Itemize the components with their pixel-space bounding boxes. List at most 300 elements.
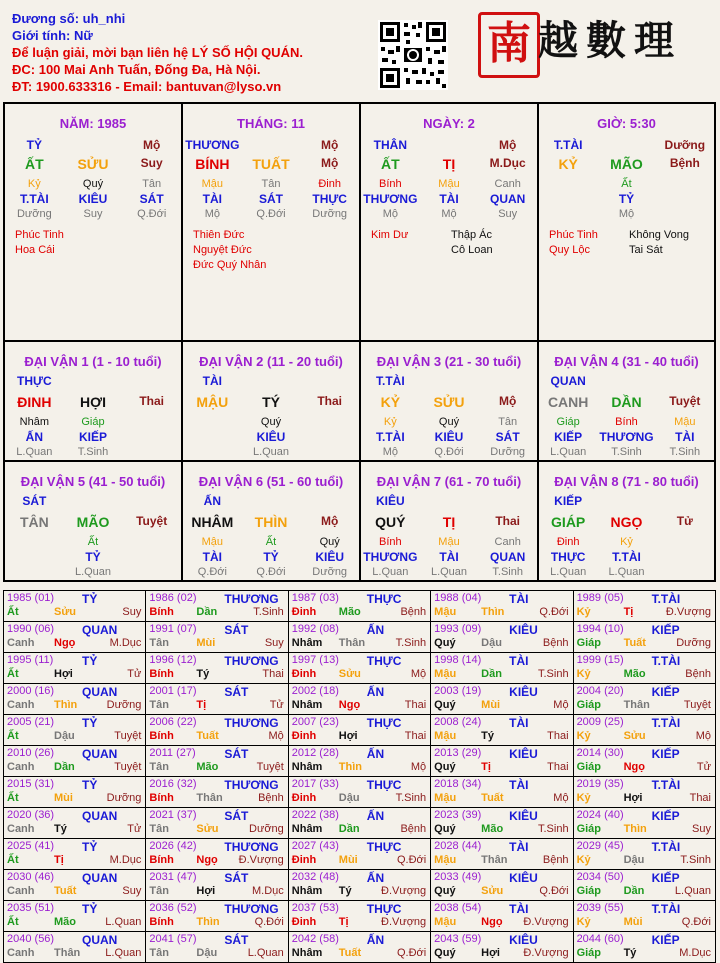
year-stage: Tử	[127, 668, 142, 680]
year-god: KIẾP	[651, 685, 680, 699]
year-branch: Dậu	[338, 792, 360, 804]
year-branch: Mùi	[196, 637, 216, 649]
year-label: 2003 (19)	[434, 685, 482, 697]
pillar-hidden-god-1: TÀI	[439, 192, 459, 206]
year-label: 2000 (16)	[7, 685, 55, 697]
pillar-god	[539, 138, 714, 152]
dai-van-hidden-stem-2	[122, 536, 181, 548]
pillar-god-0: THƯƠNG	[185, 138, 240, 152]
pillar-hidden-god-2: SÁT	[139, 192, 164, 206]
pillar-stage-2: Dưỡng	[312, 208, 348, 220]
year-stem: Giáp	[576, 885, 602, 897]
year-god: KIẾP	[651, 871, 680, 885]
pillar-stage	[539, 208, 714, 220]
year-stem: Tân	[149, 637, 169, 649]
dai-van-hidden-stem-2: Mậu	[674, 416, 696, 428]
dai-van-6	[183, 462, 361, 580]
dai-van-god-2	[300, 374, 359, 388]
year-branch: Hợi	[481, 947, 500, 959]
year-stage: Suy	[122, 606, 142, 618]
year-god: TÀI	[509, 716, 529, 730]
pillar-1	[5, 104, 183, 342]
year-stage: Thai	[547, 730, 569, 742]
year-branch: Tuất	[196, 730, 219, 742]
yearly-luck-table	[3, 590, 716, 963]
year-box	[289, 653, 430, 683]
year-stem: Ất	[7, 668, 19, 680]
year-god: THỰC	[366, 778, 402, 792]
year-stem: Tân	[149, 885, 169, 897]
year-stem: Mậu	[434, 606, 457, 618]
dai-van-stem-branch-1: DẦN	[611, 394, 642, 410]
pillar-title: THÁNG: 11	[237, 116, 305, 131]
pillar-stage	[361, 208, 537, 220]
year-label: 2016 (32)	[149, 778, 197, 790]
dai-van-title: ĐẠI VẬN 4 (31 - 40 tuổi)	[554, 354, 699, 369]
year-stem: Ất	[7, 792, 19, 804]
year-stem: Tân	[149, 761, 169, 773]
year-stage: Mộ	[268, 730, 284, 742]
dai-van-hidden-stem-0	[183, 416, 242, 428]
year-stage: Bệnh	[400, 823, 427, 835]
year-god: SÁT	[224, 871, 249, 885]
dai-van-hidden-stem	[5, 416, 181, 428]
dai-van-stem-branch-0: QUÝ	[375, 514, 406, 530]
year-cell	[288, 777, 430, 808]
year-box	[289, 591, 430, 621]
dai-van-hidden-stem-2	[122, 416, 181, 428]
year-stem: Kỷ	[576, 606, 591, 618]
year-label: 2025 (41)	[7, 840, 55, 852]
pillar-stage-0	[539, 208, 597, 220]
dai-van-god	[539, 494, 714, 508]
dai-van-hidden-god	[539, 550, 714, 564]
pillar-note-row	[15, 228, 177, 243]
year-label: 2015 (31)	[7, 778, 55, 790]
dai-van-hidden-stem-1: Mậu	[438, 536, 460, 548]
pillar-stage-1: Mộ	[441, 208, 457, 220]
year-branch: Thìn	[54, 699, 78, 711]
dai-van-stage-0: Mộ	[382, 446, 398, 458]
pillar-note-row	[549, 243, 710, 258]
year-box	[289, 715, 430, 745]
pillar-note-left: Phúc Tinh	[15, 229, 64, 241]
pillar-stem-branch-0: KỶ	[558, 156, 578, 172]
dai-van-hidden-god-1: T.TÀI	[612, 550, 641, 564]
year-god: ẤN	[366, 685, 385, 699]
gender: Giới tính: Nữ	[12, 28, 93, 43]
pillar-stem-branch	[5, 156, 181, 172]
year-box	[574, 684, 715, 714]
pillar-note-row	[371, 228, 533, 243]
dai-van-hidden-god-0: KIẾP	[554, 430, 583, 444]
year-box	[4, 777, 145, 807]
dai-van-4	[539, 342, 714, 462]
year-cell	[146, 901, 288, 932]
pillar-hidden-god	[5, 192, 181, 206]
year-branch: Tuất	[623, 637, 646, 649]
year-label: 2026 (42)	[149, 840, 197, 852]
dai-van-2	[183, 342, 361, 462]
pillar-note-row	[549, 228, 710, 243]
year-cell	[573, 839, 715, 870]
year-stage: T.Sinh	[395, 792, 427, 804]
pillar-stage-2	[656, 208, 714, 220]
year-label: 2022 (38)	[291, 809, 339, 821]
year-god: THƯƠNG	[224, 840, 279, 854]
year-stem: Đinh	[291, 916, 317, 928]
dai-van-stage	[5, 566, 181, 578]
dai-van-hidden-stem-0: Giáp	[556, 416, 580, 428]
pillar-stage	[183, 208, 359, 220]
year-row	[4, 715, 716, 746]
year-branch: Sửu	[623, 730, 646, 742]
dai-van-stage-0: L.Quan	[372, 566, 409, 578]
pillar-hidden-stem	[183, 178, 359, 190]
dai-van-stage-1: T.Sinh	[77, 446, 109, 458]
year-god: T.TÀI	[651, 840, 681, 854]
year-cell	[431, 808, 573, 839]
pillar-note-row	[15, 243, 177, 258]
year-branch: Dậu	[481, 637, 502, 649]
year-cell	[146, 746, 288, 777]
year-label: 1992 (08)	[291, 623, 339, 635]
year-row	[4, 808, 716, 839]
year-box	[146, 932, 287, 962]
dai-van-god	[5, 374, 181, 388]
dai-van-god	[5, 494, 181, 508]
dai-van-god-0: TÀI	[202, 374, 222, 388]
year-branch: Thân	[338, 637, 366, 649]
year-god: T.TÀI	[651, 778, 681, 792]
pillar-god-2: Mộ	[143, 138, 161, 152]
year-branch: Ngọ	[623, 761, 645, 773]
dai-van-hidden-god-1: TÀI	[439, 550, 459, 564]
dai-van-stem-branch	[539, 514, 714, 530]
year-row	[4, 591, 716, 622]
year-label: 2034 (50)	[576, 871, 624, 883]
dai-van-stage-0: Q.Đới	[197, 566, 227, 578]
year-box	[4, 746, 145, 776]
year-god: QUAN	[82, 871, 118, 885]
year-stem: Bính	[149, 854, 174, 866]
dai-van-hidden-stem	[361, 416, 537, 428]
dai-van-stage-1: L.Quan	[252, 446, 290, 458]
year-branch: Mão	[623, 668, 646, 680]
year-stem: Canh	[7, 885, 35, 897]
dai-van-stem-branch-2: Mộ	[499, 394, 517, 408]
dai-van-god-2	[122, 494, 181, 508]
year-god: THƯƠNG	[224, 778, 279, 792]
year-god: TÀI	[509, 654, 529, 668]
dai-van-stem-branch-0: KỶ	[380, 394, 401, 410]
dai-van-stem-branch-0: GIÁP	[551, 514, 586, 530]
year-stem: Quý	[434, 699, 456, 711]
year-stage: T.Sinh	[537, 668, 569, 680]
year-stem: Mậu	[434, 730, 457, 742]
year-box	[289, 901, 430, 931]
year-branch: Tị	[623, 606, 634, 618]
year-cell	[573, 622, 715, 653]
year-stem: Bính	[149, 792, 174, 804]
year-label: 2013 (29)	[434, 747, 482, 759]
dai-van-stage-0: L.Quan	[16, 446, 53, 458]
dai-van-stem-branch	[539, 394, 714, 410]
dai-van-hidden-god	[539, 430, 714, 444]
year-cell	[4, 777, 146, 808]
dai-van-3	[361, 342, 539, 462]
year-box	[146, 653, 287, 683]
year-god: ẤN	[366, 623, 385, 637]
year-stage: Q.Đới	[396, 854, 427, 866]
pillar-stem-branch-2: Suy	[140, 156, 163, 170]
qr-code-icon	[378, 20, 448, 90]
pillar-god-0: TỶ	[26, 138, 42, 152]
year-row	[4, 777, 716, 808]
dai-van-god	[183, 494, 359, 508]
year-god: KIÊU	[509, 623, 538, 637]
year-god: KIẾP	[651, 809, 680, 823]
year-cell	[4, 684, 146, 715]
year-stage: Tuyệt	[683, 699, 711, 711]
year-stem: Mậu	[434, 668, 457, 680]
dai-van-stage-2: T.Sinh	[492, 566, 523, 578]
year-box	[4, 622, 145, 652]
year-cell	[573, 684, 715, 715]
year-god: QUAN	[82, 933, 118, 947]
year-box	[289, 808, 430, 838]
year-stage: Dưỡng	[106, 699, 142, 711]
year-box	[146, 901, 287, 931]
year-label: 2021 (37)	[149, 809, 197, 821]
dai-van-hidden-stem-0: Nhâm	[19, 416, 49, 428]
year-branch: Sửu	[338, 668, 361, 680]
year-cell	[288, 746, 430, 777]
pillar-3	[361, 104, 539, 342]
year-branch: Tuất	[338, 947, 362, 959]
dai-van-stem-branch-2: Tuyệt	[669, 394, 701, 408]
dai-van-stage	[539, 446, 714, 458]
year-cell	[431, 591, 573, 622]
year-label: 1989 (05)	[576, 592, 624, 604]
year-label: 2010 (26)	[7, 747, 55, 759]
pillar-stem-branch	[361, 156, 537, 172]
year-stem: Bính	[149, 916, 174, 928]
year-cell	[146, 870, 288, 901]
year-stage: Mộ	[695, 730, 711, 742]
year-god: TÀI	[509, 902, 529, 916]
year-branch: Hợi	[338, 730, 358, 742]
pillar-title: NĂM: 1985	[59, 116, 127, 131]
year-box	[574, 746, 715, 776]
year-box	[289, 746, 430, 776]
year-branch: Tuất	[54, 885, 77, 897]
year-box	[431, 839, 572, 869]
pillar-hidden-god	[183, 192, 359, 206]
pillar-hidden-stem-1: Tân	[261, 178, 281, 190]
year-stem: Quý	[434, 823, 456, 835]
year-branch: Mão	[196, 761, 219, 773]
year-box	[4, 932, 145, 962]
year-box	[4, 653, 145, 683]
dai-van-hidden-god-2	[300, 430, 359, 444]
year-branch: Hợi	[196, 885, 216, 897]
dai-van-god-1	[64, 374, 123, 388]
year-cell	[146, 653, 288, 684]
dai-van-hidden-stem-0: Bính	[379, 536, 402, 548]
year-stem: Mậu	[434, 792, 457, 804]
year-cell	[4, 932, 146, 963]
year-god: THƯƠNG	[224, 654, 279, 668]
dai-van-hidden-stem-2	[656, 536, 714, 548]
dai-van-stage-2: T.Sinh	[669, 446, 701, 458]
year-god: QUAN	[82, 809, 118, 823]
dai-van-stage-2	[300, 446, 359, 458]
year-stage: Mộ	[553, 699, 569, 711]
year-stage: Bệnh	[400, 606, 427, 618]
pillar-stage-0: Dưỡng	[16, 208, 52, 220]
year-god: ẤN	[366, 871, 385, 885]
pillar-note-row	[193, 258, 355, 273]
year-god: KIẾP	[651, 933, 680, 947]
year-label: 2032 (48)	[291, 871, 339, 883]
year-cell	[146, 715, 288, 746]
year-label: 2029 (45)	[576, 840, 624, 852]
dai-van-hidden-god	[5, 550, 181, 564]
dai-van-7	[361, 462, 539, 580]
year-box	[4, 901, 145, 931]
year-label: 1997 (13)	[291, 654, 339, 666]
year-cell	[573, 591, 715, 622]
year-box	[289, 932, 430, 962]
dai-van-hidden-god-0	[5, 550, 64, 564]
pillar-note-row	[371, 243, 533, 258]
dai-van-hidden-stem	[539, 536, 714, 548]
year-label: 1994 (10)	[576, 623, 624, 635]
pillar-stem-branch-0: ẤT	[381, 156, 400, 172]
year-stem: Ất	[7, 854, 19, 866]
year-god: KIÊU	[509, 747, 538, 761]
year-stage: Thai	[262, 668, 284, 680]
dai-van-hidden-god-2: TÀI	[675, 430, 695, 444]
year-branch: Dậu	[623, 854, 645, 866]
year-row	[4, 901, 716, 932]
dai-van-hidden-stem-0: Kỷ	[383, 416, 397, 428]
year-box	[289, 777, 430, 807]
dai-van-stem-branch	[361, 514, 537, 530]
year-stem: Tân	[149, 823, 169, 835]
dai-van-hidden-god-2	[656, 550, 714, 564]
year-stage: T.Sinh	[395, 637, 427, 649]
dai-van-hidden-god-2: SÁT	[495, 430, 520, 444]
year-label: 1986 (02)	[149, 592, 197, 604]
pillar-stem-branch-0: BÍNH	[195, 156, 230, 172]
dai-van-hidden-stem-1: Quý	[260, 416, 282, 428]
year-cell	[4, 591, 146, 622]
dai-van-hidden-god-2	[122, 550, 181, 564]
dai-van-stage-0	[183, 446, 242, 458]
year-stem: Kỷ	[576, 730, 591, 742]
dai-van-5	[5, 462, 183, 580]
dai-van-stage-2: Dưỡng	[312, 566, 348, 578]
pillar-hidden-stem	[5, 178, 181, 190]
pillar-stem-branch-2: Mộ	[321, 156, 339, 170]
year-branch: Tị	[54, 854, 64, 866]
year-box	[574, 715, 715, 745]
year-label: 2043 (59)	[434, 933, 482, 945]
year-box	[4, 808, 145, 838]
year-cell	[4, 808, 146, 839]
dai-van-stem-branch-0: TÂN	[19, 514, 49, 530]
dai-van-god-0: THỰC	[17, 374, 52, 388]
dai-van-hidden-stem-1: Ất	[87, 536, 99, 548]
year-row	[4, 932, 716, 963]
year-cell	[431, 715, 573, 746]
year-box	[146, 746, 287, 776]
dai-van-stage-1: L.Quan	[430, 566, 468, 578]
dai-van-stem-branch-2: Tử	[676, 514, 693, 528]
dai-van-hidden-god-1: KIÊU	[434, 430, 464, 444]
year-branch: Tý	[338, 885, 352, 897]
year-box	[289, 622, 430, 652]
year-stem: Canh	[7, 823, 35, 835]
year-row	[4, 622, 716, 653]
year-stage: Mộ	[410, 761, 427, 773]
year-label: 2041 (57)	[149, 933, 197, 945]
dai-van-stem-branch	[183, 394, 359, 410]
pillar-note-left: Kim Dư	[371, 229, 409, 241]
year-box	[146, 622, 287, 652]
year-stage: Suy	[264, 637, 284, 649]
pillar-stage-1: Suy	[83, 208, 103, 220]
pillar-hidden-god-0: THƯƠNG	[363, 192, 418, 206]
year-box	[289, 684, 430, 714]
year-stem: Đinh	[291, 606, 317, 618]
dai-van-hidden-stem-0	[5, 536, 64, 548]
year-branch: Tị	[481, 761, 491, 773]
dai-van-hidden-stem-1: Bính	[615, 416, 638, 428]
year-box	[289, 870, 430, 900]
year-cell	[146, 839, 288, 870]
year-row	[4, 839, 716, 870]
dai-van-hidden-stem-1: Kỷ	[620, 536, 633, 548]
year-cell	[146, 777, 288, 808]
year-god: ẤN	[366, 809, 385, 823]
dai-van-stem-branch-1: HỢI	[80, 394, 106, 410]
dai-van-hidden-stem-1: Giáp	[81, 416, 105, 428]
dai-van-hidden-stem-0: Mậu	[201, 536, 224, 548]
year-stage: T.Sinh	[253, 606, 284, 618]
year-stage: Đ.Vượng	[523, 947, 569, 959]
pillar-notes	[15, 228, 177, 258]
year-branch: Tý	[623, 947, 637, 959]
dai-van-god-1	[597, 374, 655, 388]
dai-van-hidden-god-1: KIẾP	[79, 430, 108, 444]
pillar-hidden-stem	[539, 178, 714, 190]
year-stage: Tử	[269, 699, 284, 711]
year-label: 1993 (09)	[434, 623, 482, 635]
dai-van-god-0: SÁT	[22, 494, 47, 508]
pillar-god-2: Mộ	[321, 138, 339, 152]
year-god: TÀI	[509, 778, 529, 792]
year-god: KIẾP	[651, 623, 680, 637]
dai-van-stem-branch-2: Thai	[317, 394, 343, 408]
year-label: 2004 (20)	[576, 685, 624, 697]
year-stem: Giáp	[576, 947, 602, 959]
year-god: SÁT	[224, 623, 249, 637]
dai-van-hidden-stem-1: Quý	[438, 416, 460, 428]
year-stem: Bính	[149, 730, 174, 742]
